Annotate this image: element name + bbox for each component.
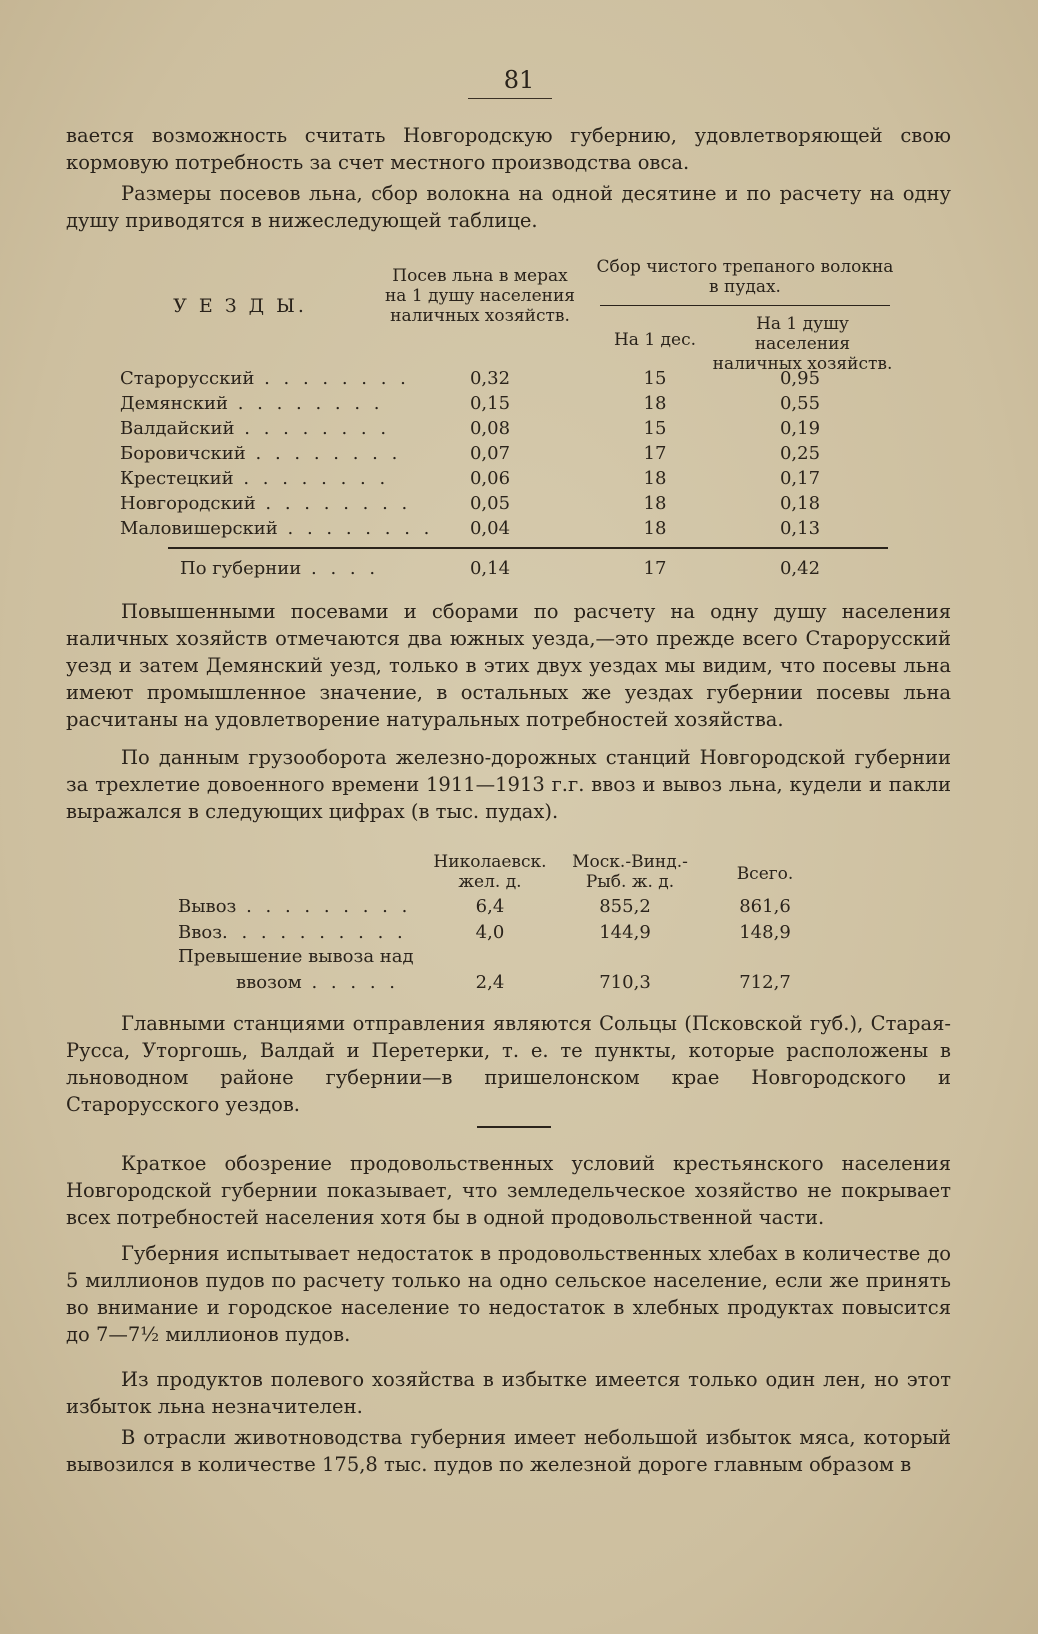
page-number-rule (468, 98, 552, 99)
paragraph-summary-3: Из продуктов полевого хозяйства в избытке имеется только один лен, но этот избыток льна незначителен. (66, 1368, 951, 1418)
table-total-rule (168, 547, 888, 549)
paragraph-intro-table2: По данным грузооборота железно-дорожных станций Новгородской губернии за трехлетие довоенного времени 1911—1913 г.г. ввоз и вывоз льна, кудели и пакли выражался в следующих цифрах (в тыс. пудах). (66, 746, 951, 823)
col-header-per-des: На 1 дес. (613, 330, 697, 350)
paragraph-summary-2: Губерния испытывает недостаток в продовольственных хлебах в количестве до 5 миллионов пудов по расчету только на одно сельское население, если же принять во внимание и городское население то недостаток в хлебных продуктах повысится до 7—7½ миллионов пудов. (66, 1242, 951, 1346)
header-brace-rule (600, 305, 890, 306)
page-number: 81 (503, 66, 535, 94)
section-separator (477, 1126, 551, 1128)
col-header-sowing: Посев льна в мерах на 1 душу населения наличных хозяйств. (384, 266, 576, 326)
col-header-yield-group: Сбор чистого трепаного волокна в пудах. (596, 257, 894, 297)
col-header-mosk-vind: Моск.-Винд.-Рыб. ж. д. (572, 852, 688, 892)
col-header-uezd: У Е З Д Ы. (173, 295, 307, 317)
paragraph-summary-1: Краткое обозрение продовольственных условий крестьянского населения Новгородской губернии показывает, что земледельческое хозяйство не покрывает всех потребностей населения хотя бы в одной продовольственной части. (66, 1152, 951, 1229)
paragraph-intro-table1: Размеры посевов льна, сбор волокна на одной десятине и по расчету на одну душу приводятся в нижеследующей таблице. (66, 182, 951, 232)
paragraph-top: вается возможность считать Новгородскую губернию, удовлетворяющей свою кормовую потребность за счет местного производства овса. (66, 124, 951, 174)
col-header-total: Всего. (736, 864, 794, 884)
document-page: 81 вается возможность считать Новгородскую губернию, удовлетворяющей свою кормовую потребность за счет местного производства овса. Размеры посевов льна, сбор волокна на одной десятине и по расчету на одну душу приводятся в нижеследующей таблице. У Е З Д Ы. Посев льна в мерах на 1 душу населения наличных хозяйств. Сбор чистого трепаного волокна в пудах. На 1 дес. На 1 душу населения наличных хозяйств. Старорусский . . . . . . . . 0,32 15 0,95 Демянский . . . . . . . . 0,15 18 0,55 Валдайский . . . . . . . . 0,08 15 0,19 Боровичский . . . . . . . . 0,07 17 0,25 Крестецкий . . . . . . . . 0,06 18 0,17 Новгородский . . . . . . . . 0,05 18 0,18 Маловишерский . . . . . . . . 0,04 18 0,13 По губернии . . . . 0,14 17 0,42 Повышенными посевами и сборами по расчету на одну душу населения наличных хозяйств отмечаются два южных уезда,—это прежде всего Старорусский уезд и затем Демянский уезд, только в этих двух уездах мы видим, что посевы льна имеют промышленное значение, в остальных же уездах губернии посевы льна расчитаны на удовлетворение натуральных потребностей хозяйства. По данным грузооборота железно-дорожных станций Новгородской губернии за трехлетие довоенного времени 1911—1913 г.г. ввоз и вывоз льна, кудели и пакли выражался в следующих цифрах (в тыс. пудах). Николаевск. жел. д. Моск.-Винд.-Рыб. ж. д. Всего. Вывоз . . . . . . . . . 6,4 855,2 861,6 Ввоз. . . . . . . . . . 4,0 144,9 148,9 Превышение вывоза над ввозом . . . . . 2,4 710,3 712,7 Главными станциями отправления являются Сольцы (Псковской губ.), Старая-Русса, Уторгошь, Валдай и Перетерки, т. е. те пункты, которые расположены в льноводном районе губернии—в пришелонском крае Новгородского и Старорусского уездов. Краткое обозрение продовольственных условий крестьянского населения Новгородской губернии показывает, что земледельческое хозяйство не покрывает всех потребностей населения хотя бы в одной продовольственной части. Губерния испытывает недостаток в продовольственных хлебах в количестве до 5 миллионов пудов по расчету только на одно сельское население, если же принять во внимание и городское население то недостаток в хлебных продуктах повысится до 7—7½ миллионов пудов. Из продуктов полевого хозяйства в избытке имеется только один лен, но этот избыток льна незначителен. В отрасли животноводства губерния имеет небольшой избыток мяса, который вывозился в количестве 175,8 тыс. пудов по железной дороге главным образом в (0, 0, 1038, 1634)
paragraph-after-table1: Повышенными посевами и сборами по расчету на одну душу населения наличных хозяйств отмечаются два южных уезда,—это прежде всего Старорусский уезд и затем Демянский уезд, только в этих двух уездах мы видим, что посевы льна имеют промышленное значение, в остальных же уездах губернии посевы льна расчитаны на удовлетворение натуральных потребностей хозяйства. (66, 600, 951, 731)
col-header-per-soul: На 1 душу населения наличных хозяйств. (712, 314, 893, 374)
col-header-nikolaev: Николаевск. жел. д. (433, 852, 547, 892)
paragraph-summary-4: В отрасли животноводства губерния имеет небольшой избыток мяса, который вывозился в количестве 175,8 тыс. пудов по железной дороге главным образом в (66, 1426, 951, 1476)
paragraph-stations: Главными станциями отправления являются Сольцы (Псковской губ.), Старая-Русса, Уторгошь, Валдай и Перетерки, т. е. те пункты, которые расположены в льноводном районе губернии—в пришелонском крае Новгородского и Старорусского уездов. (66, 1012, 951, 1116)
